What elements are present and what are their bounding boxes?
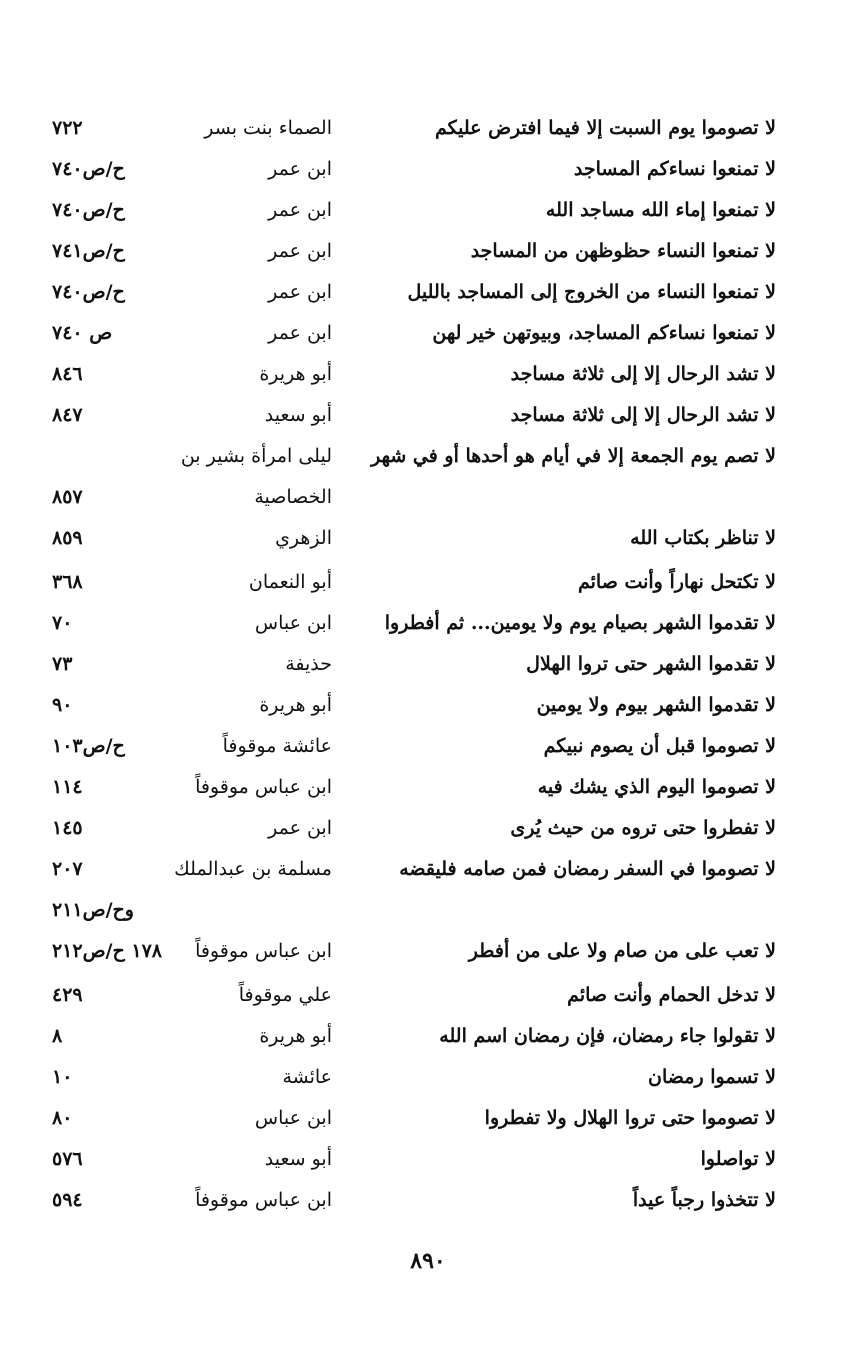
reference-number: ٨	[52, 1025, 63, 1047]
reference-number: ٨٠	[52, 1107, 73, 1129]
hadith-text: لا تقدموا الشهر بيوم ولا يومين	[536, 694, 776, 716]
narrator-name: أبو هريرة	[259, 363, 332, 385]
hadith-text: لا تمنعوا نساءكم المساجد	[573, 158, 776, 180]
narrator-name: عائشة موقوفاً	[222, 735, 332, 757]
narrator-name: أبو هريرة	[259, 1025, 332, 1047]
narrator-name: الزهري	[275, 527, 332, 549]
narrator-name: أبو هريرة	[259, 694, 332, 716]
reference-number: ١١٤	[52, 776, 83, 798]
index-row	[0, 933, 856, 977]
narrator-name: ابن عباس موقوفاً	[195, 940, 332, 962]
hadith-text: لا تقدموا الشهر بصيام يوم ولا يومين... ثم أفطروا	[384, 612, 776, 634]
narrator-name: ابن عمر	[268, 240, 332, 262]
narrator-name: حذيفة	[285, 653, 332, 675]
hadith-text: لا تتخذوا رجباً عيداً	[632, 1189, 776, 1211]
narrator-name: ابن عمر	[268, 281, 332, 303]
narrator-name: الصماء بنت بسر	[204, 117, 332, 139]
reference-number: ١٧٨ ح/ص٢١٢	[51, 940, 162, 962]
index-row	[0, 1141, 856, 1182]
reference-number: ٥٩٤	[52, 1189, 83, 1211]
narrator-name: ابن عمر	[268, 199, 332, 221]
hadith-text: لا تمنعوا إماء الله مساجد الله	[545, 199, 776, 221]
index-row	[0, 687, 856, 728]
index-row	[0, 1018, 856, 1059]
narrator-name: ابن عمر	[268, 158, 332, 180]
hadith-text: لا تشد الرحال إلا إلى ثلاثة مساجد	[510, 404, 776, 426]
index-row	[0, 192, 856, 233]
index-table	[0, 110, 856, 1223]
reference-number: ٨٥٩	[52, 527, 83, 549]
index-row	[0, 151, 856, 192]
reference-number: ٨٤٧	[52, 404, 83, 426]
reference-number: ١٤٥	[52, 817, 83, 839]
reference-number: ص ٧٤٠	[52, 322, 113, 344]
hadith-text: لا تكتحل نهاراً وأنت صائم	[577, 571, 776, 593]
index-row	[0, 274, 856, 315]
reference-number: ح/ص٧٤١	[52, 240, 125, 262]
hadith-text: لا تعب على من صام ولا على من أفطر	[468, 940, 776, 962]
hadith-text: لا تواصلوا	[700, 1148, 776, 1170]
hadith-text: لا تدخل الحمام وأنت صائم	[567, 984, 776, 1006]
index-row	[0, 110, 856, 151]
reference-number: ٥٧٦	[52, 1148, 83, 1170]
reference-number: ٩٠	[52, 694, 73, 716]
index-row	[0, 1100, 856, 1141]
hadith-text: لا تصوموا قبل أن يصوم نبيكم	[543, 735, 776, 757]
index-row	[0, 564, 856, 605]
reference-number: ٢٠٧	[52, 858, 83, 880]
hadith-text: لا تفطروا حتى تروه من حيث يُرى	[510, 817, 776, 839]
index-row	[0, 892, 856, 933]
index-row	[0, 520, 856, 564]
hadith-text: لا تصوموا اليوم الذي يشك فيه	[537, 776, 776, 798]
narrator-name: ابن عمر	[268, 322, 332, 344]
reference-number: ح/ص٧٤٠	[52, 199, 125, 221]
hadith-text: لا تقدموا الشهر حتى تروا الهلال	[526, 653, 776, 675]
index-row	[0, 356, 856, 397]
hadith-text: لا تصوموا حتى تروا الهلال ولا تفطروا	[484, 1107, 776, 1129]
hadith-text: لا تصوموا في السفر رمضان فمن صامه فليقضه	[399, 858, 776, 880]
narrator-name: أبو سعيد	[264, 1148, 332, 1170]
hadith-text: لا تقولوا جاء رمضان، فإن رمضان اسم الله	[439, 1025, 776, 1047]
index-row	[0, 851, 856, 892]
reference-number: وح/ص٢١١	[52, 899, 134, 921]
hadith-text: لا تمنعوا النساء حظوظهن من المساجد	[470, 240, 776, 262]
index-row	[0, 728, 856, 769]
narrator-name: ابن عمر	[268, 817, 332, 839]
hadith-text: لا تسموا رمضان	[648, 1066, 776, 1088]
index-row	[0, 315, 856, 356]
reference-number: ٣٦٨	[52, 571, 83, 593]
hadith-text: لا تشد الرحال إلا إلى ثلاثة مساجد	[510, 363, 776, 385]
narrator-name: ابن عباس موقوفاً	[195, 1189, 332, 1211]
index-row	[0, 438, 856, 479]
reference-number: ٧٠	[52, 612, 73, 634]
index-row	[0, 605, 856, 646]
index-row	[0, 233, 856, 274]
reference-number: ١٠	[52, 1066, 73, 1088]
hadith-text: لا تصم يوم الجمعة إلا في أيام هو أحدها أو في شهر	[371, 445, 776, 467]
narrator-name: علي موقوفاً	[238, 984, 332, 1006]
index-row	[0, 810, 856, 851]
narrator-name: ليلى امرأة بشير بن	[180, 445, 332, 467]
reference-number: ح/ص٧٤٠	[52, 158, 125, 180]
reference-number: ٨٤٦	[52, 363, 83, 385]
index-row	[0, 769, 856, 810]
reference-number: ٧٢٢	[52, 117, 83, 139]
hadith-text: لا تمنعوا النساء من الخروج إلى المساجد بالليل	[407, 281, 776, 303]
narrator-name: ابن عباس	[254, 612, 332, 634]
reference-number: ٨٥٧	[52, 486, 83, 508]
reference-number: ٧٣	[52, 653, 73, 675]
narrator-name: مسلمة بن عبدالملك	[174, 858, 332, 880]
index-row	[0, 646, 856, 687]
index-row	[0, 977, 856, 1018]
narrator-name: ابن عباس	[254, 1107, 332, 1129]
reference-number: ح/ص٧٤٠	[52, 281, 125, 303]
reference-number: ح/ص١٠٣	[52, 735, 125, 757]
narrator-name: أبو سعيد	[264, 404, 332, 426]
index-row	[0, 1059, 856, 1100]
hadith-text: لا تصوموا يوم السبت إلا فيما افترض عليكم	[434, 117, 776, 139]
hadith-text: لا تناظر بكتاب الله	[630, 527, 776, 549]
index-row	[0, 479, 856, 520]
index-row	[0, 1182, 856, 1223]
narrator-name: أبو النعمان	[248, 571, 332, 593]
page-number: ٨٩٠	[410, 1248, 446, 1274]
hadith-text: لا تمنعوا نساءكم المساجد، وبيوتهن خير لهن	[432, 322, 776, 344]
narrator-name: ابن عباس موقوفاً	[195, 776, 332, 798]
reference-number: ٤٢٩	[52, 984, 83, 1006]
narrator-name: الخصاصية	[254, 486, 332, 508]
index-row	[0, 397, 856, 438]
narrator-name: عائشة	[282, 1066, 332, 1088]
